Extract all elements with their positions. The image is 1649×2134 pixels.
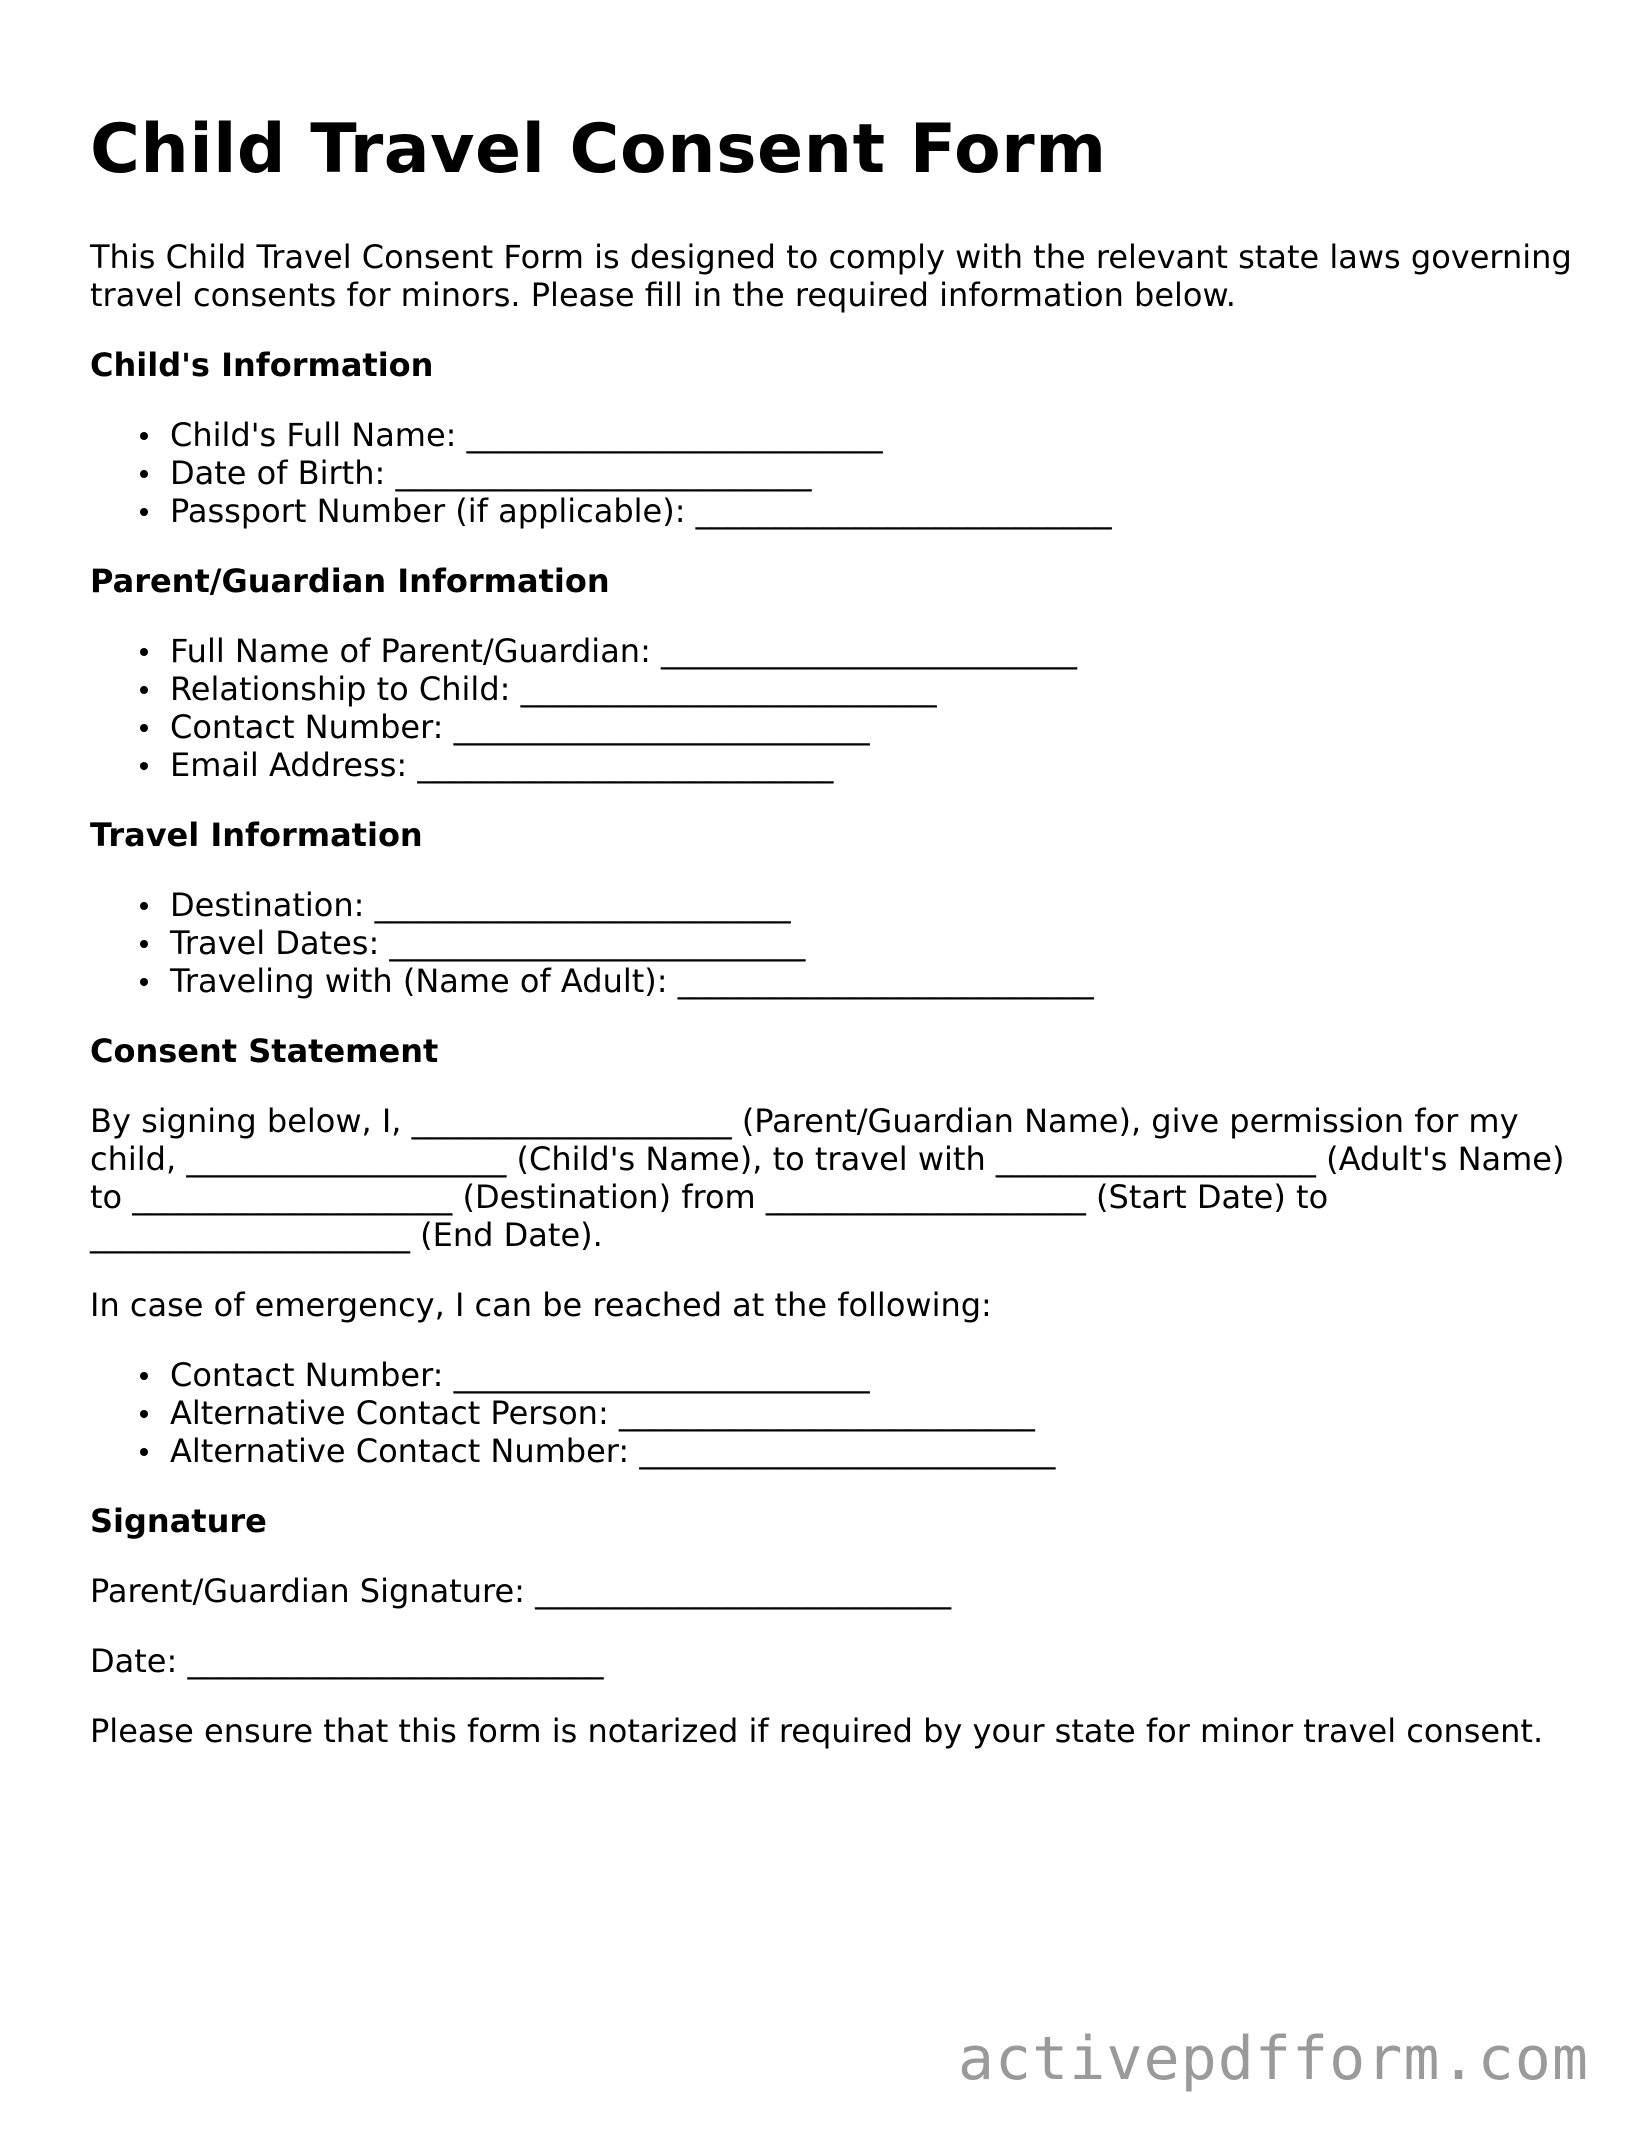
list-item: Contact Number: __________________________ bbox=[170, 708, 1590, 746]
intro-paragraph: This Child Travel Consent Form is designed to comply with the relevant state laws governing travel consents for minors. Please fill in the required information below. bbox=[90, 238, 1572, 314]
page-title: Child Travel Consent Form bbox=[90, 110, 1107, 189]
section-heading-travel: Travel Information bbox=[90, 816, 423, 854]
document-page bbox=[90, 110, 1590, 1782]
list-item: Full Name of Parent/Guardian: __________________________ bbox=[170, 632, 1590, 670]
date-line: Date: __________________________ bbox=[90, 1642, 604, 1680]
list-item: Traveling with (Name of Adult): __________________________ bbox=[170, 962, 1590, 1000]
list-item: Relationship to Child: __________________________ bbox=[170, 670, 1590, 708]
list-item: Alternative Contact Person: __________________________ bbox=[170, 1394, 1590, 1432]
emergency-intro: In case of emergency, I can be reached at the following: bbox=[90, 1286, 992, 1324]
list-item: Date of Birth: __________________________ bbox=[170, 454, 1590, 492]
section-heading-signature: Signature bbox=[90, 1502, 267, 1540]
list-item: Alternative Contact Number: __________________________ bbox=[170, 1432, 1590, 1470]
section-heading-consent: Consent Statement bbox=[90, 1032, 439, 1070]
signature-line: Parent/Guardian Signature: __________________________ bbox=[90, 1572, 952, 1610]
list-item: Destination: __________________________ bbox=[170, 886, 1590, 924]
watermark: activepdfform.com bbox=[957, 2024, 1589, 2094]
list-item: Contact Number: __________________________ bbox=[170, 1356, 1590, 1394]
section-heading-child: Child's Information bbox=[90, 346, 434, 384]
notarize-notice: Please ensure that this form is notarized if required by your state for minor travel consent. bbox=[90, 1712, 1544, 1750]
emergency-contact-list bbox=[90, 1356, 1590, 1470]
consent-statement: By signing below, I, ____________________ (Parent/Guardian Name), give permission for my child, ____________________ (Child's Name), to travel with ____________________ (Adult's Name) to ____________________ (Destination) from ____________________ (Start Date) to ____________________ (End Date). bbox=[90, 1102, 1565, 1254]
child-info-list bbox=[90, 416, 1590, 530]
section-heading-parent: Parent/Guardian Information bbox=[90, 562, 610, 600]
list-item: Email Address: __________________________ bbox=[170, 746, 1590, 784]
list-item: Passport Number (if applicable): __________________________ bbox=[170, 492, 1590, 530]
parent-info-list bbox=[90, 632, 1590, 784]
list-item: Travel Dates: __________________________ bbox=[170, 924, 1590, 962]
travel-info-list bbox=[90, 886, 1590, 1000]
list-item: Child's Full Name: __________________________ bbox=[170, 416, 1590, 454]
